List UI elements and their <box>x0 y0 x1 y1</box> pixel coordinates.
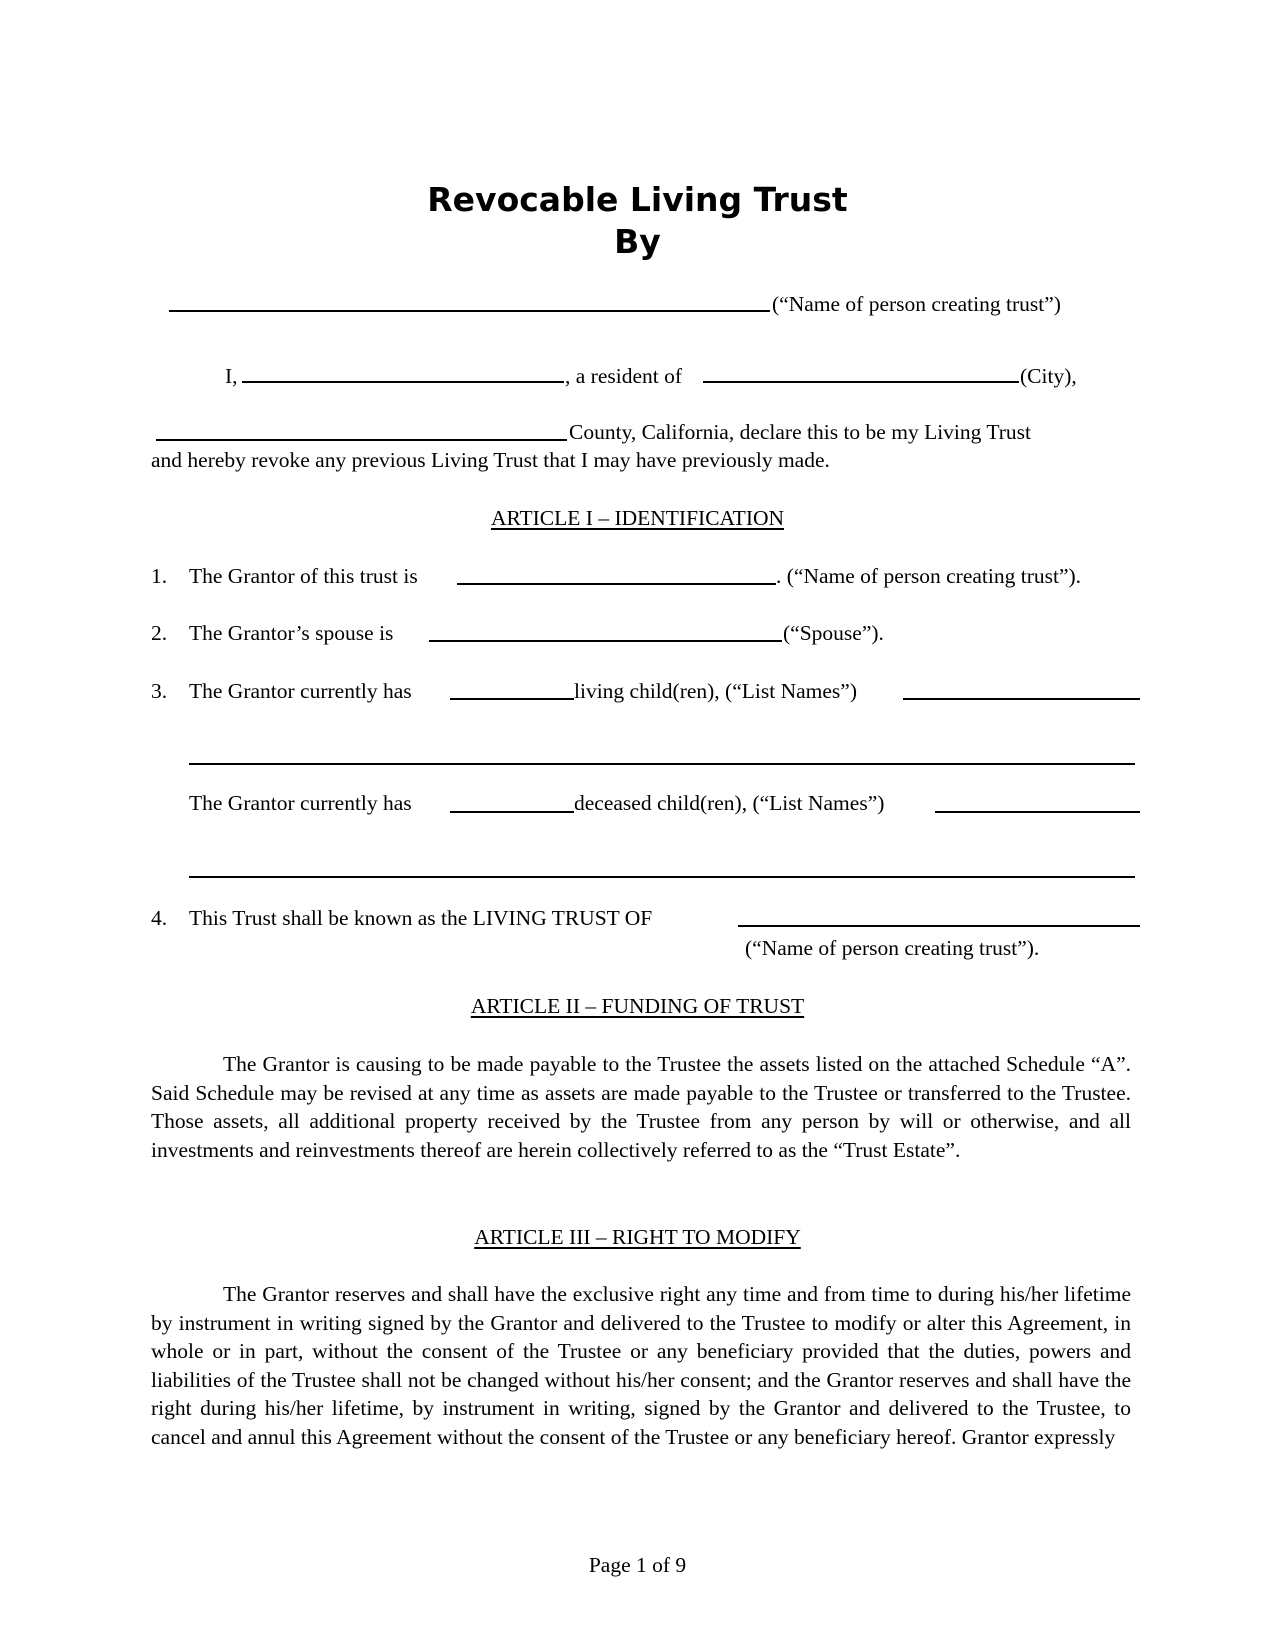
intro-i-label: I, <box>225 364 238 388</box>
item-1-text: The Grantor of this trust is <box>189 564 418 588</box>
deceased-children-names-field[interactable] <box>935 811 1140 813</box>
deceased-children-count-field[interactable] <box>450 811 574 813</box>
article-1-heading: ARTICLE I – IDENTIFICATION <box>490 506 785 530</box>
item-1-number: 1. <box>151 564 168 588</box>
city-label: (City), <box>1020 364 1077 388</box>
item-3-number: 3. <box>151 679 168 703</box>
item-1-suffix: . (“Name of person creating trust”). <box>776 564 1082 588</box>
item-4-suffix: (“Name of person creating trust”). <box>745 936 1040 960</box>
page-number: Page 1 of 9 <box>588 1553 687 1577</box>
article-3-paragraph: The Grantor reserves and shall have the exclusive right any time and from time to during his/her lifetime by instrument in writing signed by the Grantor and delivered to the Trustee to modify or alter this Agreement, in whole or in part, without the consent of the Trustee or any beneficiary provided that the duties, powers and liabilities of the Trustee shall not be changed without his/her consent; and the Grantor reserves and shall have the right during his/her lifetime, by instrument in writing, signed by the Grantor and delivered to the Trustee, to cancel and annul this Agreement without the consent of the Trustee or any beneficiary hereof. Grantor expressly <box>151 1282 1131 1449</box>
living-children-names-field-line-2[interactable] <box>189 763 1135 765</box>
item-4-number: 4. <box>151 906 168 930</box>
article-2-paragraph: The Grantor is causing to be made payable to the Trustee the assets listed on the attached Schedule “A”. Said Schedule may be revised at any time as assets are made payable to the Trustee or transferred to the Trustee. Those assets, all additional property received by the Trustee from any person by will or otherwise, and all investments and reinvestments thereof are herein collectively referred to as the “Trust Estate”. <box>151 1052 1131 1162</box>
county-blank-field[interactable] <box>156 439 567 441</box>
item-2-suffix: (“Spouse”). <box>783 621 884 645</box>
document-subtitle: By <box>614 222 661 261</box>
grantor-name-blank-field[interactable] <box>242 381 564 383</box>
item-3-text: The Grantor currently has <box>189 679 412 703</box>
name-blank-field[interactable] <box>169 310 770 312</box>
county-text: County, California, declare this to be my Living Trust <box>569 420 1032 444</box>
item-3-middle: living child(ren), (“List Names”) <box>574 679 857 703</box>
item-4-text: This Trust shall be known as the LIVING TRUST OF <box>189 906 653 930</box>
city-blank-field[interactable] <box>703 381 1019 383</box>
deceased-children-names-field-line-2[interactable] <box>189 876 1135 878</box>
document-title: Revocable Living Trust <box>427 180 848 219</box>
living-children-names-field[interactable] <box>903 698 1140 700</box>
deceased-children-text: The Grantor currently has <box>189 791 412 815</box>
article-3-heading: ARTICLE III – RIGHT TO MODIFY <box>474 1225 801 1249</box>
grantor-blank-field[interactable] <box>457 583 776 585</box>
trust-name-blank-field[interactable] <box>738 925 1140 927</box>
item-2-number: 2. <box>151 621 168 645</box>
intro-resident-of: , a resident of <box>565 364 683 388</box>
article-2-heading: ARTICLE II – FUNDING OF TRUST <box>470 994 805 1018</box>
name-line-label: (“Name of person creating trust”) <box>772 292 1061 316</box>
deceased-children-middle: deceased child(ren), (“List Names”) <box>574 791 885 815</box>
revoke-text: and hereby revoke any previous Living Trust that I may have previously made. <box>151 448 830 472</box>
item-2-text: The Grantor’s spouse is <box>189 621 394 645</box>
spouse-blank-field[interactable] <box>429 640 782 642</box>
living-children-count-field[interactable] <box>450 698 574 700</box>
